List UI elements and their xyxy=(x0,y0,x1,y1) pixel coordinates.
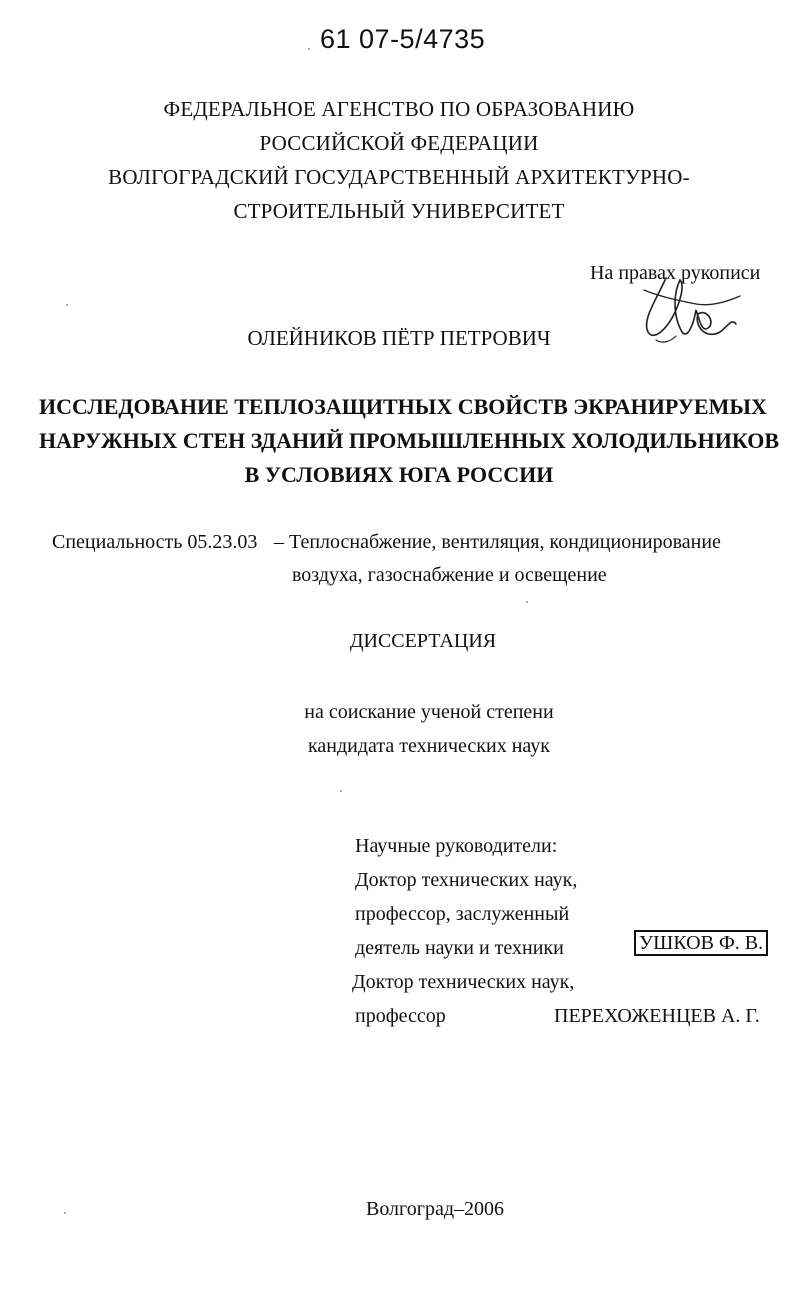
supervisor-1-degree: Доктор технических наук, xyxy=(355,869,578,891)
scan-speck xyxy=(526,601,528,603)
specialty-description-cont: воздуха, газоснабжение и освещение xyxy=(292,564,607,586)
specialty-description: – Теплоснабжение, вентиляция, кондиционирование xyxy=(274,531,721,553)
title-line: В УСЛОВИЯХ ЮГА РОССИИ xyxy=(244,462,554,487)
supervisor-2-title: профессор xyxy=(355,1005,446,1027)
work-type: ДИССЕРТАЦИЯ xyxy=(349,630,497,652)
manuscript-rights-note: На правах рукописи xyxy=(590,262,761,284)
agency-header xyxy=(0,92,798,228)
supervisor-1-name-text: УШКОВ Ф. В. xyxy=(634,930,768,956)
scan-speck xyxy=(66,304,68,306)
dissertation-title xyxy=(0,390,798,492)
scan-speck xyxy=(340,790,342,792)
supervisor-1-name xyxy=(634,929,768,957)
title-line: НАРУЖНЫХ СТЕН ЗДАНИЙ ПРОМЫШЛЕННЫХ ХОЛОДИЛЬНИКОВ xyxy=(39,428,780,453)
supervisor-1-title: профессор, заслуженный xyxy=(355,903,570,925)
supervisors-heading: Научные руководители: xyxy=(355,835,558,857)
degree-line: кандидата технических наук xyxy=(307,735,551,757)
title-line: ИССЛЕДОВАНИЕ ТЕПЛОЗАЩИТНЫХ СВОЙСТВ ЭКРАНИРУЕМЫХ xyxy=(39,394,767,419)
agency-line: СТРОИТЕЛЬНЫЙ УНИВЕРСИТЕТ xyxy=(233,199,565,223)
supervisor-2-name: ПЕРЕХОЖЕНЦЕВ А. Г. xyxy=(554,1005,760,1027)
scan-speck xyxy=(64,1212,66,1214)
scan-speck xyxy=(308,48,310,50)
supervisor-2-degree: Доктор технических наук, xyxy=(352,971,575,993)
supervisor-1-honor: деятель науки и техники xyxy=(355,937,564,959)
author-name: ОЛЕЙНИКОВ ПЁТР ПЕТРОВИЧ xyxy=(247,326,551,350)
specialty-label: Специальность 05.23.03 xyxy=(52,531,258,553)
degree-line: на соискание ученой степени xyxy=(304,701,554,723)
degree-statement xyxy=(0,695,798,763)
agency-line: РОССИЙСКОЙ ФЕДЕРАЦИИ xyxy=(259,131,539,155)
catalog-number: 61 07-5/4735 xyxy=(320,24,486,54)
place-year: Волгоград–2006 xyxy=(365,1198,505,1220)
agency-line: ВОЛГОГРАДСКИЙ ГОСУДАРСТВЕННЫЙ АРХИТЕКТУРНО- xyxy=(108,165,690,189)
agency-line: ФЕДЕРАЛЬНОЕ АГЕНСТВО ПО ОБРАЗОВАНИЮ xyxy=(163,97,635,121)
